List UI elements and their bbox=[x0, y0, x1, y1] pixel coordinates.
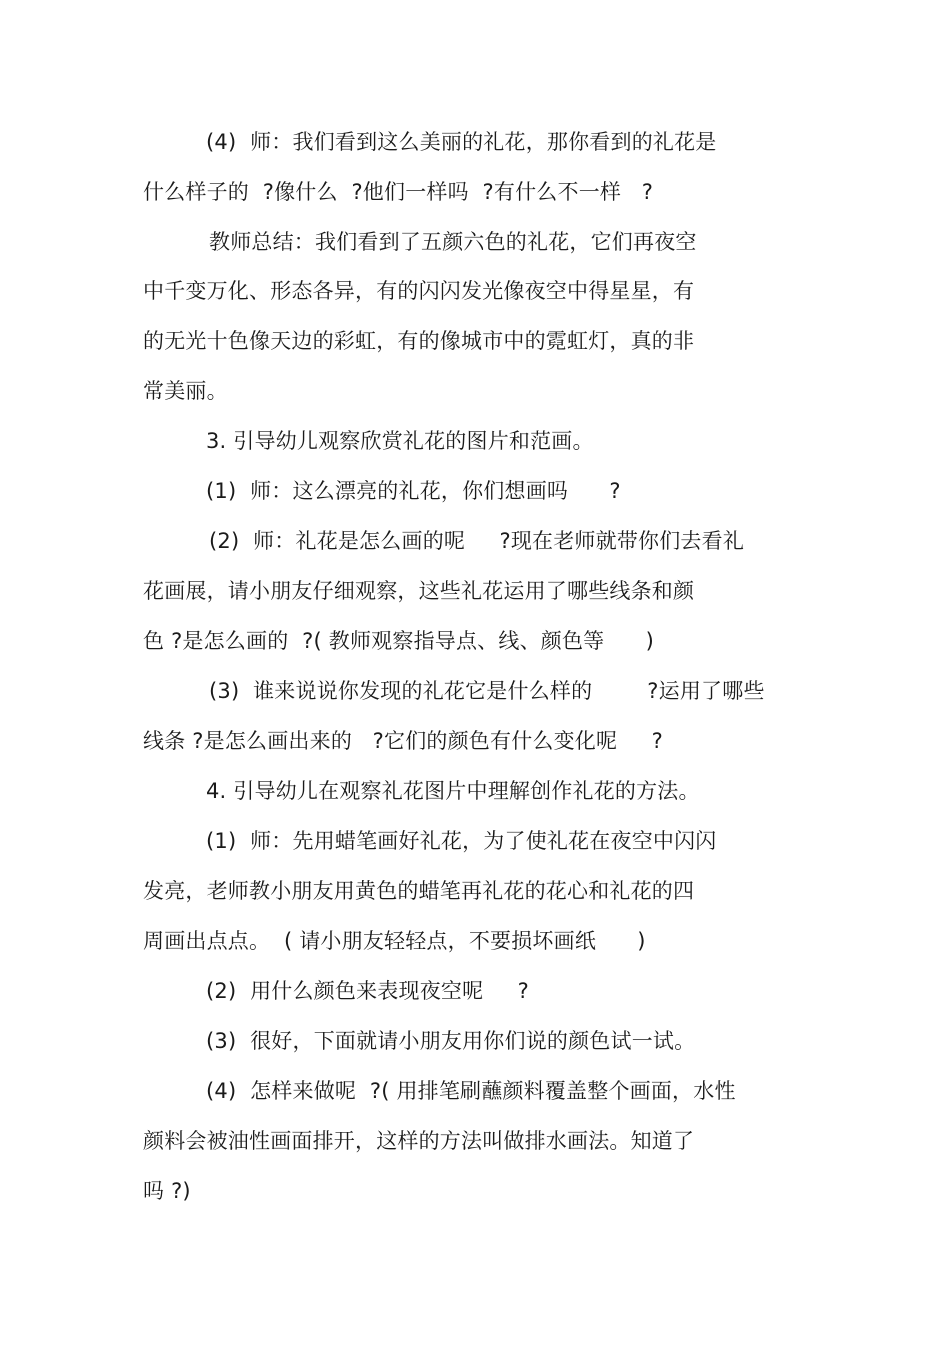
text-line: (2) 师：礼花是怎么画的呢 ?现在老师就带你们去看礼 bbox=[209, 529, 745, 553]
text-line: 周画出点点。 ( 请小朋友轻轻点，不要损坏画纸 ) bbox=[143, 929, 646, 953]
text-line: 发亮，老师教小朋友用黄色的蜡笔再礼花的花心和礼花的四 bbox=[143, 879, 695, 903]
text-line: 中千变万化、形态各异，有的闪闪发光像夜空中得星星，有 bbox=[143, 279, 695, 303]
text-line: 3. 引导幼儿观察欣赏礼花的图片和范画。 bbox=[206, 429, 594, 453]
text-line: 什么样子的 ?像什么 ?他们一样吗 ?有什么不一样 ? bbox=[143, 180, 654, 204]
text-line: (3) 很好，下面就请小朋友用你们说的颜色试一试。 bbox=[206, 1029, 696, 1053]
text-line: (1) 师：这么漂亮的礼花，你们想画吗 ? bbox=[206, 479, 621, 503]
text-line: 常美丽。 bbox=[143, 379, 228, 403]
text-line: 的无光十色像天边的彩虹，有的像城市中的霓虹灯，真的非 bbox=[143, 329, 695, 353]
text-line: 4. 引导幼儿在观察礼花图片中理解创作礼花的方法。 bbox=[206, 779, 700, 803]
text-line: (3) 谁来说说你发现的礼花它是什么样的 ?运用了哪些 bbox=[209, 679, 765, 703]
text-line: (1) 师：先用蜡笔画好礼花，为了使礼花在夜空中闪闪 bbox=[206, 829, 717, 853]
text-line: 教师总结：我们看到了五颜六色的礼花，它们再夜空 bbox=[209, 230, 697, 254]
text-line: 色 ?是怎么画的 ?( 教师观察指导点、线、颜色等 ) bbox=[143, 629, 655, 653]
text-line: (4) 师：我们看到这么美丽的礼花，那你看到的礼花是 bbox=[206, 130, 717, 154]
text-line: (4) 怎样来做呢 ?( 用排笔刷蘸颜料覆盖整个画面，水性 bbox=[206, 1079, 736, 1103]
text-line: 颜料会被油性画面排开，这样的方法叫做排水画法。知道了 bbox=[143, 1129, 695, 1153]
text-line: 线条 ?是怎么画出来的 ?它们的颜色有什么变化呢 ? bbox=[143, 729, 663, 753]
text-line: 花画展，请小朋友仔细观察，这些礼花运用了哪些线条和颜 bbox=[143, 579, 695, 603]
text-line: 吗 ?) bbox=[143, 1179, 191, 1203]
text-line: (2) 用什么颜色来表现夜空呢 ? bbox=[206, 979, 530, 1003]
